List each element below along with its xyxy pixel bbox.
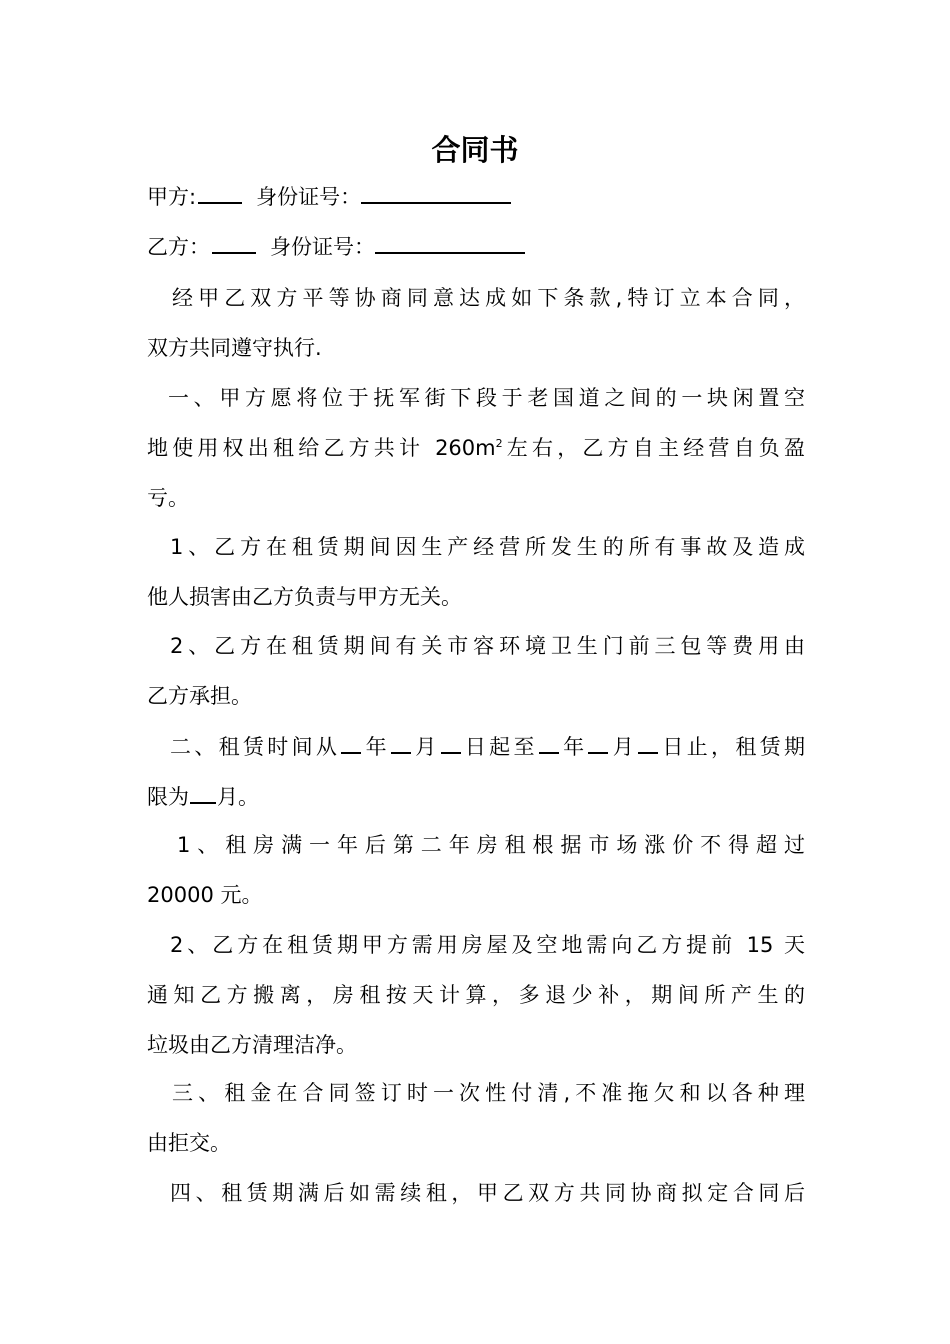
party-a-label: 甲方: [147,185,197,209]
section-3-line-2: 由拒交。 [147,1131,231,1155]
to-year-blank [539,734,559,754]
section-3-line-1: 三、租金在合同签订时一次性付清,不准拖欠和以各种理 [172,1081,805,1105]
section-4-line-1: 四、租赁期满后如需续租，甲乙双方共同协商拟定合同后 [170,1181,805,1205]
party-b-name-blank [212,234,256,254]
party-a-line [147,182,817,212]
from-month-label: 月 [411,735,440,759]
section-1-item-2-line-2: 乙方承担。 [147,684,252,708]
section-1-item-1-line-1: 1、乙方在租赁期间因生产经营所发生的所有事故及造成 [170,535,805,559]
to-day-blank [638,734,658,754]
lease-term-unit: 月。 [217,785,259,809]
intro-line-2: 双方共同遵守执行. [147,336,322,360]
document-title: 合同书 [431,133,519,167]
lease-term-months-blank [190,784,216,804]
from-day-blank [441,734,461,754]
section-2-item-2-line-1: 2、乙方在租赁期甲方需用房屋及空地需向乙方提前 15 天 [170,933,805,957]
from-year-blank [341,734,361,754]
section-2-item-2-line-2: 通知乙方搬离，房租按天计算，多退少补，期间所产生的 [147,983,805,1007]
to-day-label: 日止，租赁期 [659,735,806,759]
section-1-item-1-line-2: 他人损害由乙方负责与甲方无关。 [147,585,462,609]
section-2-item-1-line-1: 1、租房满一年后第二年房租根据市场涨价不得超过 [177,833,805,857]
from-year-label: 年 [362,735,390,759]
party-a-id-blank [361,184,511,204]
section-1-line-1: 一、甲方愿将位于抚军街下段于老国道之间的一块闲置空 [168,386,805,410]
to-month-blank [588,734,608,754]
section-1-line-3: 亏。 [147,486,189,510]
party-b-id-label: 身份证号： [270,235,375,259]
party-a-id-label: 身份证号： [256,185,362,209]
from-month-blank [391,734,411,754]
section-2-item-1-line-2: 20000 元。 [147,883,263,907]
section-1-line-2 [147,433,805,463]
section-2-lease-from-label: 二、租赁时间从 [170,735,341,759]
from-day-label: 日起至 [461,735,538,759]
section-1-item-2-line-1: 2、乙方在租赁期间有关市容环境卫生门前三包等费用由 [170,634,805,658]
party-a-name-blank [198,184,242,204]
party-b-id-blank [375,234,525,254]
intro-line-1: 经甲乙双方平等协商同意达成如下条款,特订立本合同， [172,286,805,310]
section-1-area-text: 地使用权出租给乙方共计 260m [147,436,496,460]
lease-term-label: 限为 [147,785,189,809]
section-2-item-2-line-3: 垃圾由乙方清理洁净。 [147,1033,357,1057]
to-year-label: 年 [559,735,588,759]
section-2-line-2 [147,782,817,812]
to-month-label: 月 [609,735,638,759]
party-b-line [147,232,817,262]
party-b-label: 乙方： [147,235,210,259]
section-1-area-text-rest: 左右，乙方自主经营自负盈 [502,436,805,460]
section-2-line-1 [170,732,805,762]
section-1-area-superscript: 2 [495,437,503,450]
